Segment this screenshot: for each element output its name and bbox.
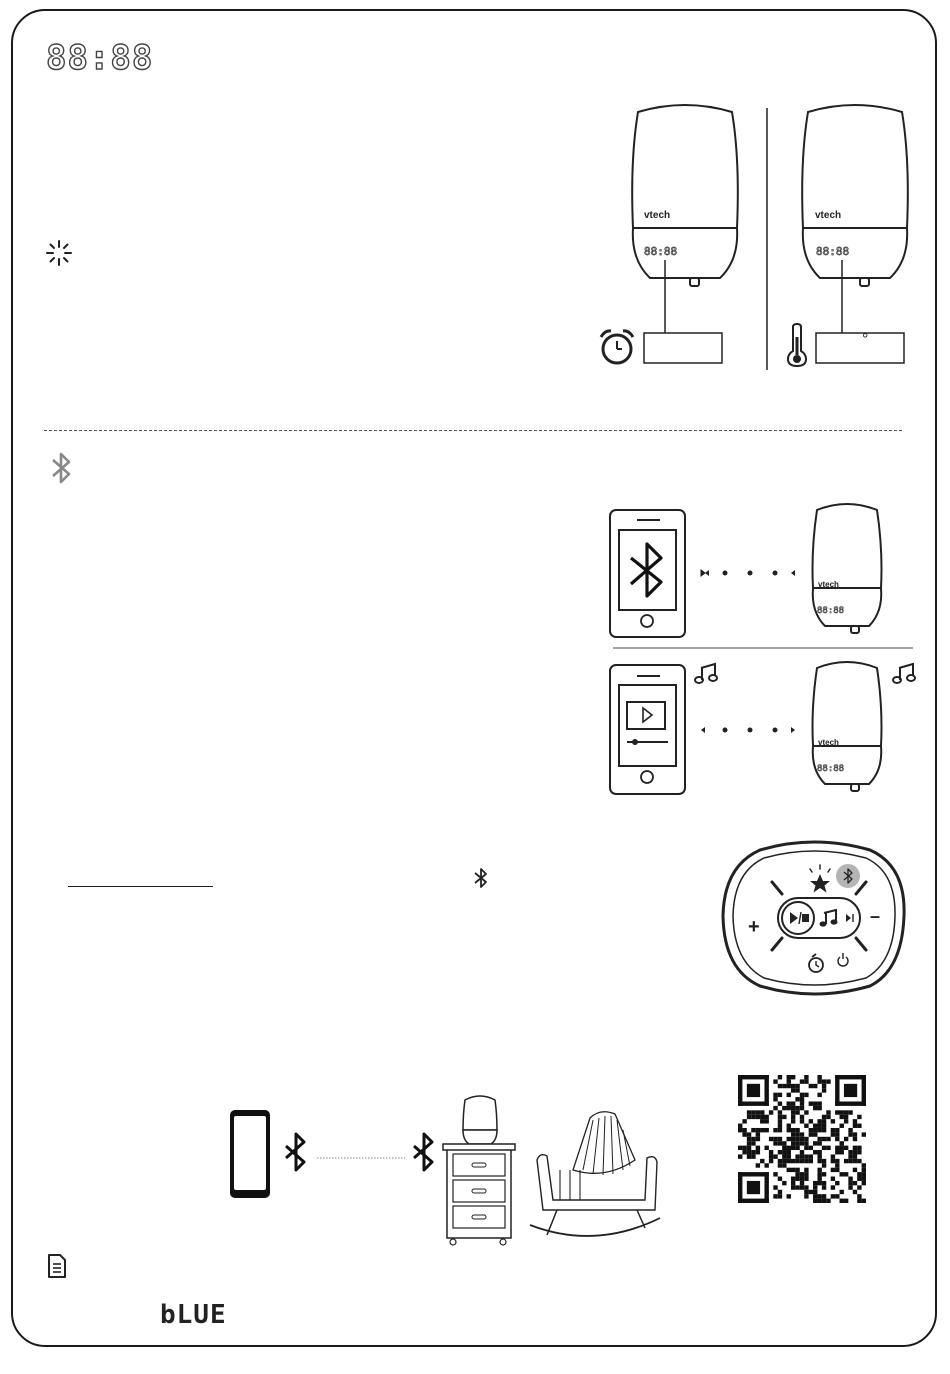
brand-label: vtech bbox=[644, 210, 671, 221]
clock-display-icon: 88:88 bbox=[46, 38, 154, 78]
thermometer-icon bbox=[786, 323, 808, 367]
underline-rule bbox=[68, 886, 213, 887]
brand-label: vtech bbox=[818, 738, 839, 747]
range-illustration bbox=[225, 1090, 675, 1250]
qr-code bbox=[738, 1075, 866, 1203]
alarm-clock-icon bbox=[597, 327, 637, 367]
brand-label: vtech bbox=[818, 580, 839, 589]
bluetooth-icon bbox=[472, 866, 490, 890]
volume-plus-label: + bbox=[748, 916, 760, 938]
section-divider bbox=[44, 430, 902, 431]
music-note-icon bbox=[893, 664, 915, 683]
device-display: 88:88 bbox=[644, 245, 678, 258]
volume-minus-label: – bbox=[870, 906, 881, 926]
display-text-blue: bLUE bbox=[160, 1300, 227, 1330]
device-display: 88:88 bbox=[817, 764, 845, 774]
light-burst-icon bbox=[44, 238, 74, 268]
brand-label: vtech bbox=[815, 210, 842, 221]
note-document-icon bbox=[47, 1254, 67, 1278]
product-illustration-top bbox=[590, 100, 920, 380]
bluetooth-icon bbox=[47, 450, 77, 486]
device-display: 88:88 bbox=[817, 606, 845, 616]
device-display: 88:88 bbox=[816, 245, 850, 258]
degree-symbol: ° bbox=[862, 331, 869, 348]
music-note-icon bbox=[695, 664, 717, 683]
bluetooth-pairing-illustration bbox=[605, 500, 925, 805]
